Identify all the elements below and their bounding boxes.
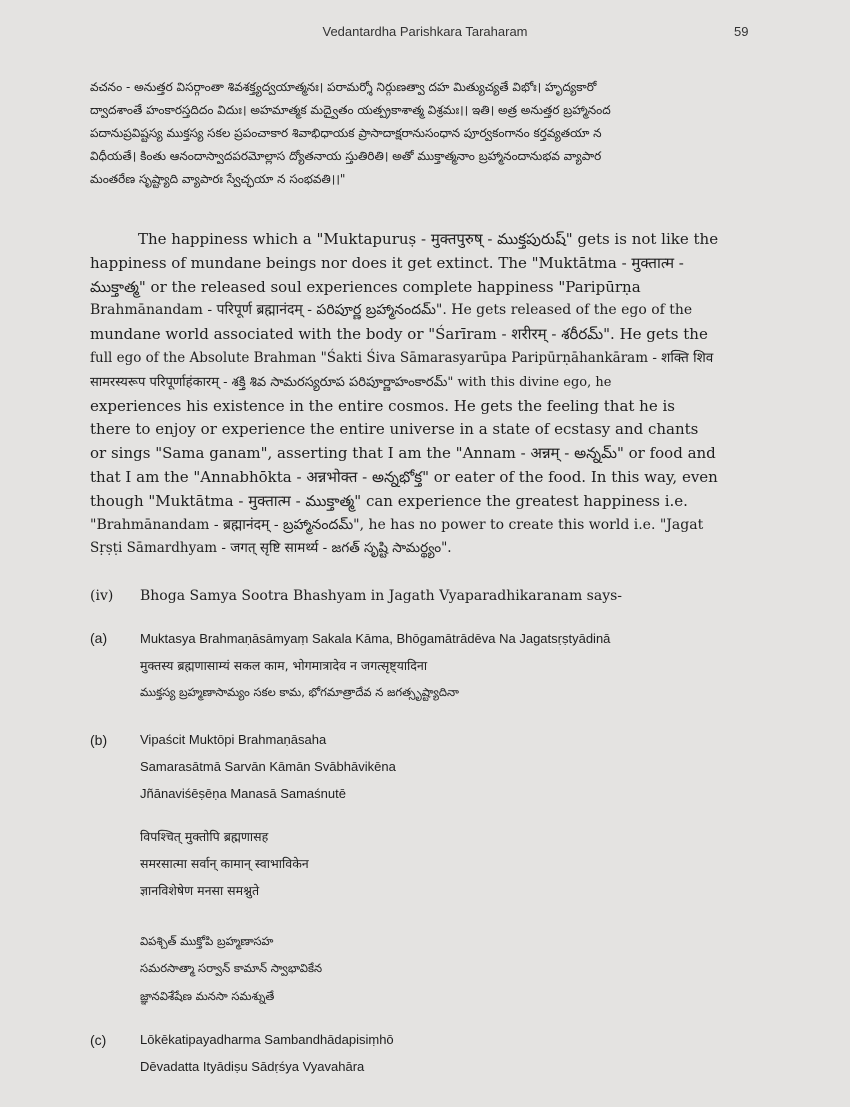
page-number: 59 bbox=[734, 24, 749, 39]
item-c-roman-line: Lōkēkatipayadharma Sambandhādapisiṃhō bbox=[140, 1032, 394, 1047]
telugu-line: పదానుప్రవిష్టస్య ముక్తస్య సకల ప్రపంచాకార శివాభిధాయక ప్రాసాదాక్షరానుసంధాన పూర్వకంగానం కర్తవ్యతయా న bbox=[90, 126, 602, 140]
item-iv-text: Bhoga Samya Sootra Bhashyam in Jagath Vyaparadhikaranam says- bbox=[140, 588, 623, 604]
item-b-roman-line: Jñānaviśēṣēṇa Manasā Samaśnutē bbox=[140, 786, 346, 801]
body-line: सामरस्यरूप परिपूर्णाहंकारम् - శక్తి శివ సామరస్యరూప పరిపూర్ణాహంకారమ్" with this divine ego, he bbox=[90, 374, 612, 390]
body-line: The happiness which a "Muktapuruṣ - मुक्तपुरुष् - ముక్తపురుష్" gets is not like the bbox=[138, 230, 719, 248]
body-line: Sṛṣṭi Sāmardhyam - जगत् सृष्टि सामर्थ्य - జగత్ సృష్టి సామర్థ్యం". bbox=[90, 540, 452, 557]
item-a-devanagari: मुक्तस्य ब्रह्मणासाम्यं सकल काम, भोगमात्रादेव न जगत्सृष्ट्यादिना bbox=[140, 658, 428, 673]
item-a-roman: Muktasya Brahmaṇāsāmyaṃ Sakala Kāma, Bhōgamātrādēva Na Jagatsṛṣtyādinā bbox=[140, 631, 611, 646]
body-line: ముక్తాత్మ" or the released soul experiences complete happiness "Paripūrṇa bbox=[90, 277, 641, 296]
item-b-label: (b) bbox=[90, 732, 108, 748]
body-line: Brahmānandam - परिपूर्ण ब्रह्मानंदम् - పరిపూర్ణ బ్రహ్మానందమ్". He gets released of the ego of the bbox=[90, 302, 693, 319]
body-line: there to enjoy or experience the entire universe in a state of ecstasy and chants bbox=[90, 420, 699, 439]
telugu-line: మంతరేణ సృష్ట్యాది వ్యాపారః స్వేచ్ఛయా న సంభవతి।।" bbox=[90, 172, 346, 186]
body-line: though "Muktātma - मुक्तात्म - ముక్తాత్మ" can experience the greatest happiness i.e. bbox=[90, 491, 688, 510]
item-b-telugu-line: సమరసాత్మా సర్వాన్ కామాన్ స్వాభావికేన bbox=[140, 961, 323, 975]
body-line: or sings "Sama ganam", asserting that I am the "Annam - अन्नम् - అన్నమ్" or food and bbox=[90, 444, 716, 463]
body-line: experiences his existence in the entire cosmos. He gets the feeling that he is bbox=[90, 396, 675, 415]
item-b-telugu-line: జ్ఞానవిశేషేణ మనసా సమశ్నుతే bbox=[140, 989, 275, 1003]
item-b-devanagari-line: समरसात्मा सर्वान् कामान् स्वाभाविकेन bbox=[140, 856, 309, 871]
item-b-devanagari-line: विपश्चित् मुक्तोपि ब्रह्मणासह bbox=[140, 829, 269, 844]
item-a-label: (a) bbox=[90, 630, 108, 646]
item-b-roman-line: Vipaścit Muktōpi Brahmaṇāsaha bbox=[140, 732, 327, 747]
body-line: that I am the "Annabhōkta - अन्नभोक्त - అన్నభోక్త" or eater of the food. In this way, even bbox=[90, 467, 718, 486]
body-line: full ego of the Absolute Brahman "Śakti Śiva Sāmarasyarūpa Paripūrṇāhankāram - शक्ति शिव bbox=[90, 349, 714, 366]
body-line: mundane world associated with the body or "Śarīram - शरीरम् - శరీరమ్". He gets the bbox=[90, 325, 708, 344]
item-b-roman-line: Samarasātmā Sarvān Kāmān Svābhāvikēna bbox=[140, 759, 396, 774]
telugu-line: ద్వాదశాంతే హంకారస్తదిదం విదుః। అహమాత్మక మద్వైతం యత్ప్రకాశాత్మ విశ్రమః।। ఇతి। అత్ర అనుత్తర బ్రహ్మానంద bbox=[90, 103, 611, 117]
item-c-label: (c) bbox=[90, 1032, 107, 1048]
body-line: "Brahmānandam - ब्रह्मानंदम् - బ్రహ్మానందమ్", he has no power to create this world i.e. "Jagat bbox=[90, 516, 704, 533]
telugu-line: వచనం - అనుత్తర విసర్గాంతా శివశక్త్యద్వయాత్మనః। పరామర్శో నిర్గుణత్వా దహ మిత్యుచ్యతే విభోః। హృద్యకారో bbox=[90, 80, 597, 94]
telugu-line: విధీయతే। కింతు ఆనందాస్వాదపరమోల్లాస ద్యోతనాయ స్తుతిరితి। అతో ముక్తాత్మనాం బ్రహ్మానందానుభవ వ్యాపార bbox=[90, 149, 602, 163]
item-c-roman-line: Dēvadatta Ityādiṣu Sādṛśya Vyavahāra bbox=[140, 1059, 365, 1074]
item-b-devanagari-line: ज्ञानविशेषेण मनसा समश्नुते bbox=[140, 883, 260, 898]
item-b-telugu-line: విపశ్చిత్ ముక్తోపి బ్రహ్మణాసహ bbox=[140, 934, 274, 948]
body-line: happiness of mundane beings nor does it get extinct. The "Muktātma - मुक्तात्म - bbox=[90, 253, 684, 272]
running-header-title: Vedantardha Parishkara Taraharam bbox=[322, 24, 528, 39]
telugu-quotation-paragraph bbox=[90, 76, 758, 191]
item-iv-label: (iv) bbox=[90, 588, 114, 604]
english-body-paragraph bbox=[90, 228, 758, 561]
item-a-telugu: ముక్తస్య బ్రహ్మణాసామ్యం సకల కామ, భోగమాత్రాదేవ న జగత్సృష్ట్యాదినా bbox=[140, 685, 459, 699]
